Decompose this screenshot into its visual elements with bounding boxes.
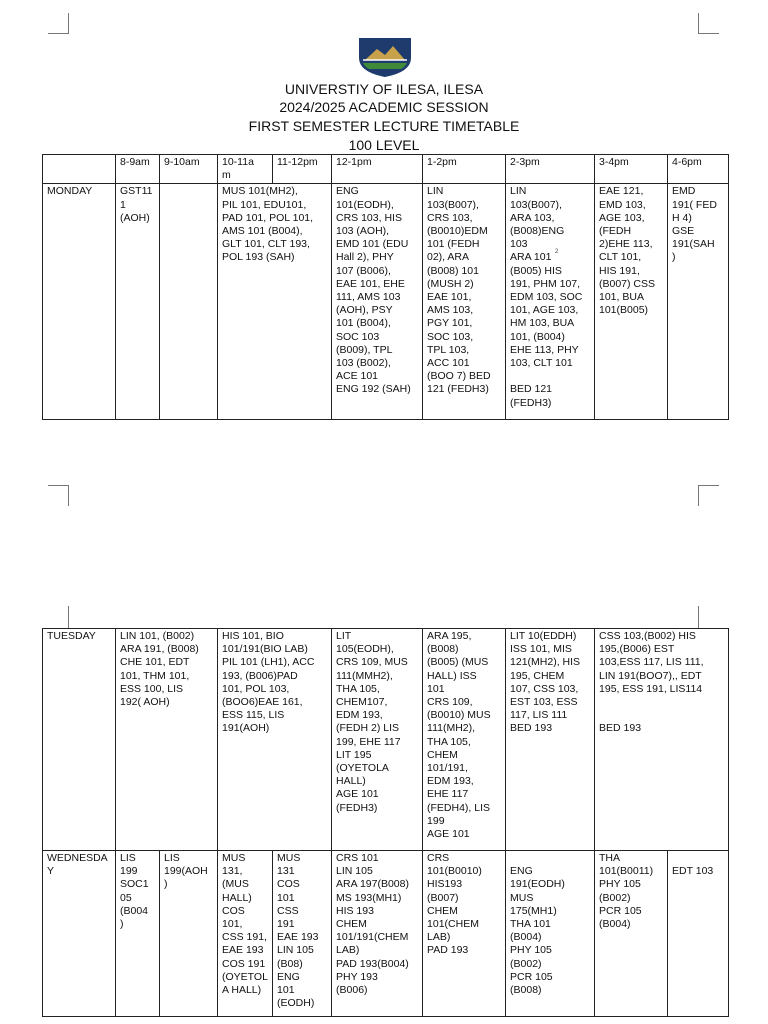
tuesday-cell-1-2pm: ARA 195, (B008) (B005) (MUS HALL) ISS 101 CRS 109, (B0010) MUS 111(MH2), THA 105, CHEM 101/191, EDM 193, EHE 117 (FEDH4), LIS 199 AGE 101 bbox=[423, 629, 506, 851]
tuesday-cell-2-3pm: LIT 10(EDDH) ISS 101, MIS 121(MH2), HIS 195, CHEM 107, CSS 103, EST 103, ESS 117, LIS 111 BED 193 bbox=[506, 629, 595, 851]
timeslot-header: 11-12pm bbox=[273, 155, 332, 184]
monday-cell-8-9am: GST111 (AOH) bbox=[116, 184, 160, 420]
timetable-table-part2 bbox=[42, 628, 729, 1017]
timeslot-header: 2-3pm bbox=[506, 155, 595, 184]
monday-row bbox=[43, 184, 729, 420]
timeslot-header: 3-4pm bbox=[595, 155, 668, 184]
monday-cell-1-2pm: LIN 103(B007), CRS 103, (B0010)EDM 101 (FEDH 02), ARA (B008) 101 (MUSH 2) EAE 101, AMS 103, PGY 101, SOC 103, TPL 103, ACC 101 (BOO 7) BED 121 (FEDH3) bbox=[423, 184, 506, 420]
wednesday-row bbox=[43, 851, 729, 1017]
timeslot-header: 1-2pm bbox=[423, 155, 506, 184]
timeslot-header: 4-6pm bbox=[668, 155, 729, 184]
wednesday-cell-4-6pm: EDT 103 bbox=[668, 851, 729, 1017]
monday-cell-3-4pm: EAE 121, EMD 103, AGE 103, (FEDH 2)EHE 113, CLT 101, HIS 191, (B007) CSS 101, BUA 101(B005) bbox=[595, 184, 668, 420]
wednesday-cell-3-4pm: THA 101(B0011) PHY 105 (B002) PCR 105 (B004) bbox=[595, 851, 668, 1017]
crop-mark-lower-left bbox=[68, 606, 70, 628]
crop-mark-top-right bbox=[698, 13, 719, 34]
day-label-wednesday: WEDNESDA Y bbox=[43, 851, 116, 1017]
timeslot-corner bbox=[43, 155, 116, 184]
timetable-table-part1 bbox=[42, 154, 729, 420]
tuesday-cell-12-1pm: LIT 105(EODH), CRS 109, MUS 111(MMH2), THA 105, CHEM107, EDM 193, (FEDH 2) LIS 199, EHE 117 LIT 195 (OYETOLA HALL) AGE 101 (FEDH3) bbox=[332, 629, 423, 851]
monday-cell-4-6pm: EMD 191( FED H 4) GSE 191(SAH ) bbox=[668, 184, 729, 420]
wednesday-cell-10-11am: MUS 131, (MUS HALL) COS 101, CSS 191, EAE 193 COS 191 (OYETOL A HALL) bbox=[218, 851, 273, 1017]
monday-cell-9-10am bbox=[160, 184, 218, 420]
wednesday-cell-1-2pm: CRS 101(B0010) HIS193 (B007) CHEM 101(CHEM LAB) PAD 193 bbox=[423, 851, 506, 1017]
tuesday-cell-8-10am: LIN 101, (B002) ARA 191, (B008) CHE 101, EDT 101, THM 101, ESS 100, LIS 192( AOH) bbox=[116, 629, 218, 851]
timeslot-header: 9-10am bbox=[160, 155, 218, 184]
crop-mark-top-left bbox=[48, 13, 69, 34]
wednesday-cell-2-3pm: ENG 191(EODH) MUS 175(MH1) THA 101 (B004) PHY 105 (B002) PCR 105 (B008) bbox=[506, 851, 595, 1017]
timeslot-header: 10-11a m bbox=[218, 155, 273, 184]
wednesday-cell-11-12pm: MUS 131 COS 101 CSS 191 EAE 193 LIN 105 (B08) ENG 101 (EODH) bbox=[273, 851, 332, 1017]
wednesday-cell-12-1pm: CRS 101 LIN 105 ARA 197(B008) MS 193(MH1) HIS 193 CHEM 101/191(CHEM LAB) PAD 193(B004) PHY 193 (B006) bbox=[332, 851, 423, 1017]
wednesday-cell-8-9am: LIS 199 SOC1 05 (B004 ) bbox=[116, 851, 160, 1017]
crop-mark-lower-right bbox=[698, 606, 700, 628]
level-label: 100 LEVEL bbox=[348, 137, 420, 153]
university-name: UNIVERSTIY OF ILESA, ILESA bbox=[284, 81, 484, 97]
timeslot-header-row bbox=[43, 155, 729, 184]
timeslot-header: 8-9am bbox=[116, 155, 160, 184]
academic-session: 2024/2025 ACADEMIC SESSION bbox=[279, 99, 489, 115]
timetable-title: FIRST SEMESTER LECTURE TIMETABLE bbox=[248, 118, 520, 134]
monday-cell-12-1pm: ENG 101(EODH), CRS 103, HIS 103 (AOH), EMD 101 (EDU Hall 2), PHY 107 (B006), EAE 101, EHE 111, AMS 103 (AOH), PSY 101 (B004), SOC 103 (B009), TPL 103 (B002), ACE 101 ENG 192 (SAH) bbox=[332, 184, 423, 420]
tuesday-row bbox=[43, 629, 729, 851]
day-label-monday: MONDAY bbox=[43, 184, 116, 420]
monday-cell-10-12pm: MUS 101(MH2), PIL 101, EDU101, PAD 101, POL 101, AMS 101 (B004), GLT 101, CLT 193, POL 193 (SAH) bbox=[218, 184, 332, 420]
footnote-superscript: 2 bbox=[555, 249, 559, 255]
timeslot-header: 12-1pm bbox=[332, 155, 423, 184]
crop-mark-mid-left bbox=[48, 485, 69, 506]
monday-cell-2-3pm: LIN 103(B007), ARA 103, (B008)ENG 103 ARA 101 (B005) HIS 191, PHM 107, EDM 103, SOC 101, AGE 103, HM 103, BUA 101, (B004) EHE 113, PHY 103, CLT 101 BED 121 (FEDH3) bbox=[506, 184, 595, 420]
tuesday-cell-3-6pm: CSS 103,(B002) HIS 195,(B006) EST 103,ESS 117, LIS 111, LIN 191(BOO7),, EDT 195, ESS 191, LIS114 BED 193 bbox=[595, 629, 729, 851]
crop-mark-mid-right bbox=[698, 485, 719, 506]
day-label-tuesday: TUESDAY bbox=[43, 629, 116, 851]
university-logo bbox=[357, 36, 413, 78]
tuesday-cell-10-12pm: HIS 101, BIO 101/191(BIO LAB) PIL 101 (LH1), ACC 193, (B006)PAD 101, POL 103, (BOO6)EAE 161, ESS 115, LIS 191(AOH) bbox=[218, 629, 332, 851]
wednesday-cell-9-10am: LIS 199(AOH ) bbox=[160, 851, 218, 1017]
